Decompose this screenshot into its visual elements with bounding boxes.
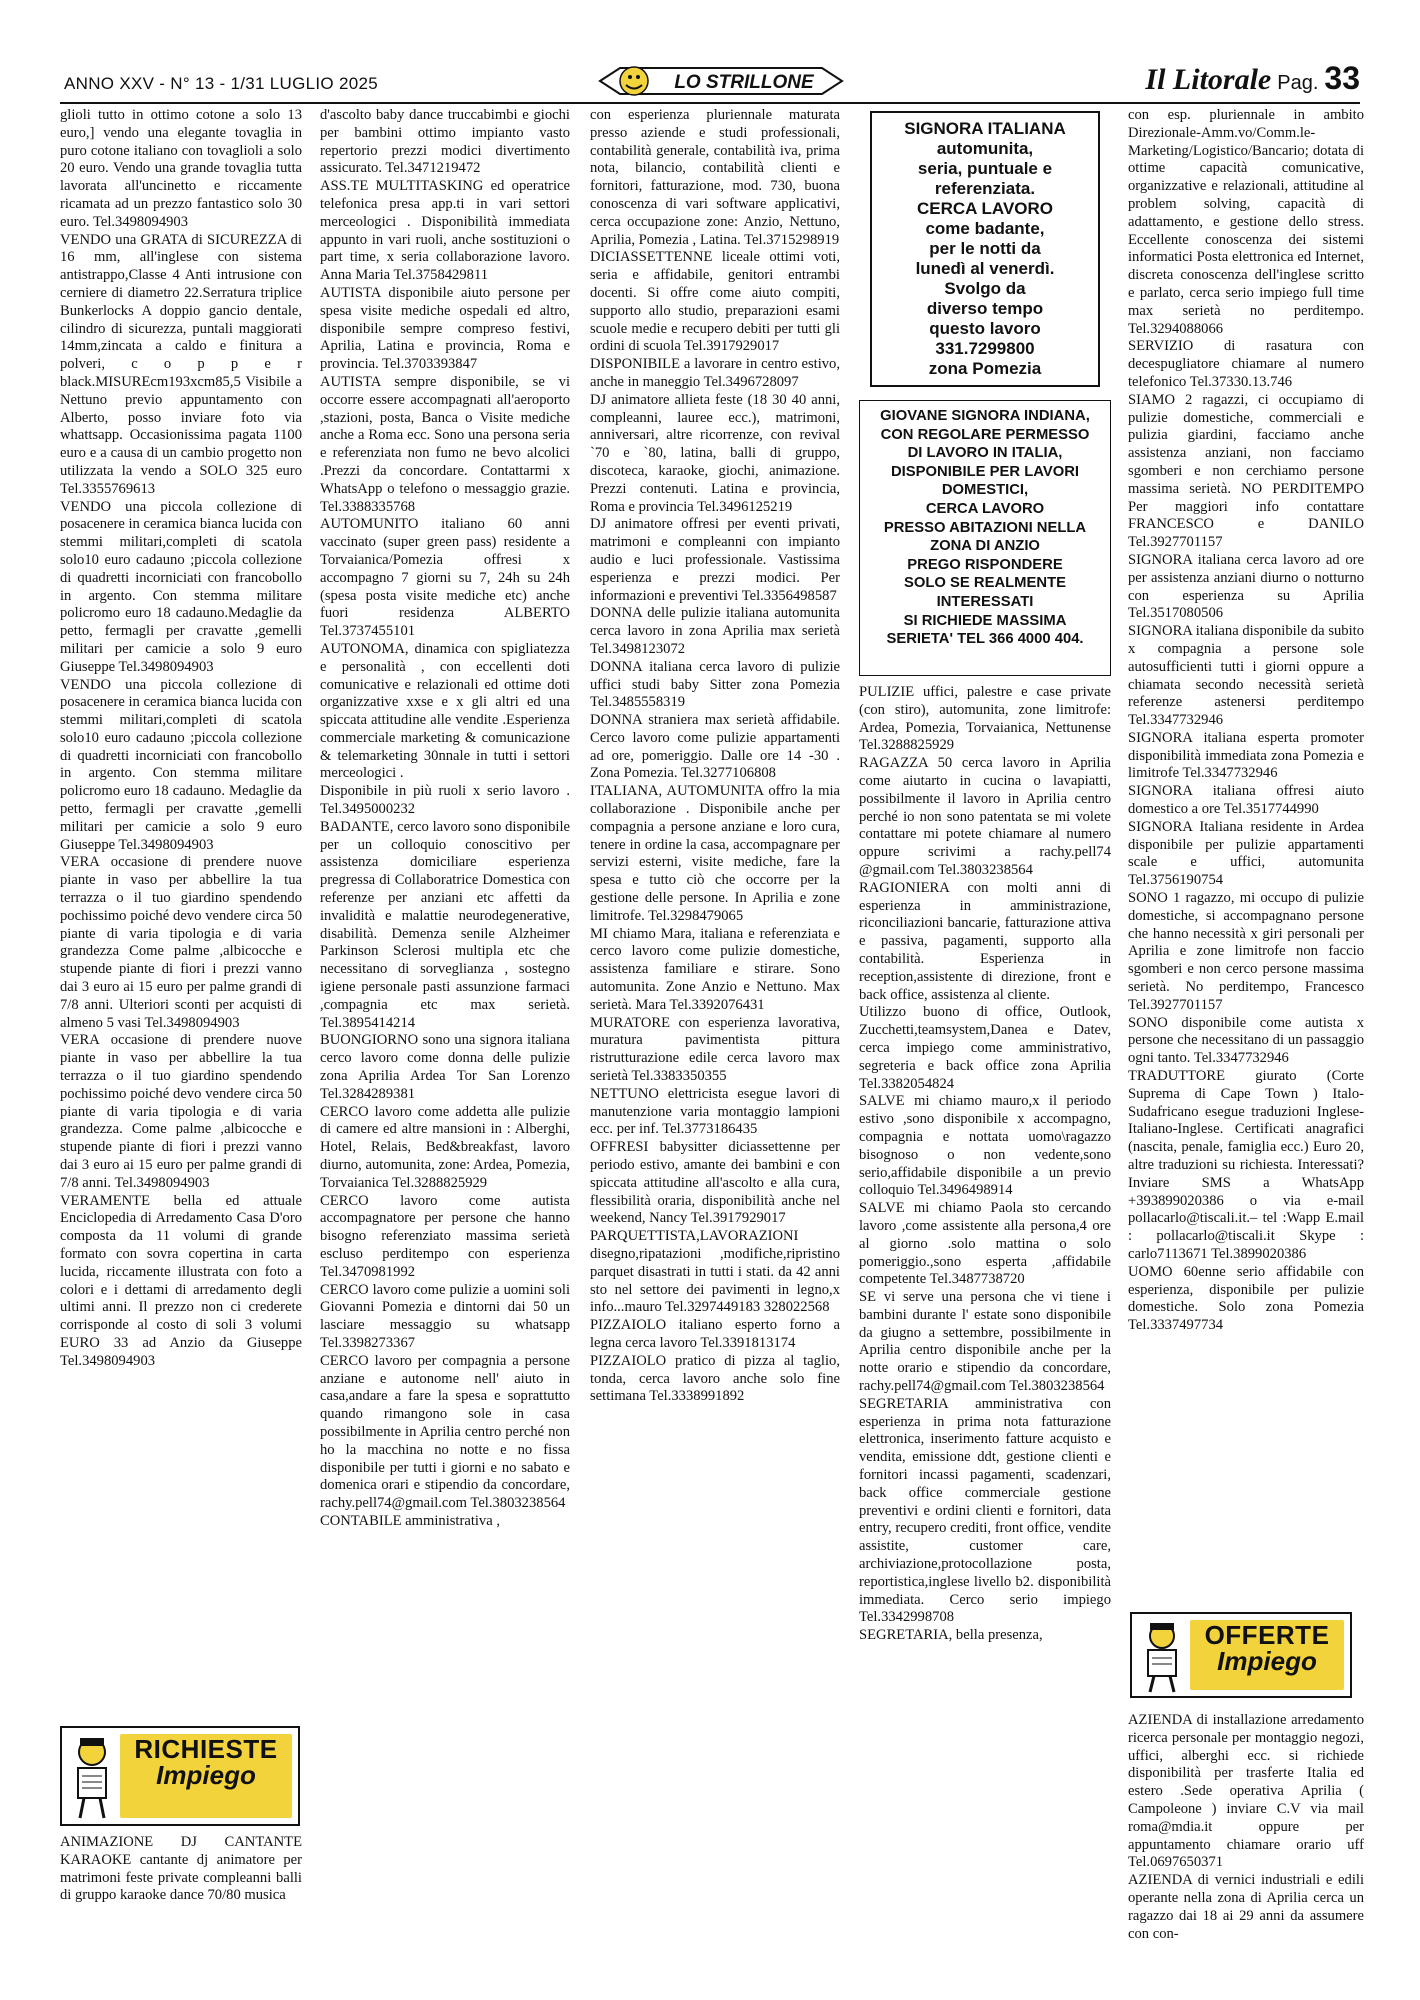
newsboy-icon — [66, 1734, 118, 1820]
classified-ad: VERAMENTE bella ed attuale Enciclopedia di Arredamento Casa D'oro composta da 11 volumi di grande formato con sovra copertina in carta lucida, riccamente illustrata con foto a colori e i dettami di arredamento degli ultimi anni. Il prezzo non ci crederete corrisponde al costo di soli 3 volumi EURO 33 ad Anzio da Giuseppe Tel.3498094903 — [60, 1192, 302, 1369]
box-line: automunita, — [936, 139, 1034, 158]
column-3 — [590, 107, 840, 1927]
classified-ad: SE vi serve una persona che vi tiene i bambini durante l' estate sono disponibile da giugno a settembre, possibilmente in Aprilia centro disponibile anche per la notte orario e stipendio da concordare, rachy.pell74@gmail.com Tel.3803238564 — [859, 1289, 1111, 1395]
publication-name: Il Litorale — [1145, 63, 1272, 96]
page-label: Pag. — [1277, 72, 1319, 94]
classified-ad: VERA occasione di prendere nuove piante in vaso per abbellire la tua terrazza o il tuo giardino spendendo pochissimo poiché devo vendere circa 50 piante di varia tipologia e di varia grandezza. Come palme ,albicocche e stupende piante di fiori i prezzi vanno dai 3 euro ai 15 euro per palme grandi di 7/8 anni. Tel.3498094903 — [60, 1032, 302, 1191]
classified-ad: SONO 1 ragazzo, mi occupo di pulizie domestiche, si accompagnano persone che hanno necessità x giri personali per Aprilia e zone limitrofe non faccio sgomberi e non cerco persone massima serietà. No perditempo, Francesco Tel.3927701157 — [1128, 890, 1364, 1013]
box-line: PREGO RISPONDERE — [907, 556, 1063, 573]
logo-text: LO STRILLONE — [674, 72, 814, 93]
column-1-bottom — [60, 1834, 302, 1924]
classified-ad: CERCO lavoro come autista accompagnatore per persone che hanno bisogno referenziato massima serietà escluso perditempo con esperienza Tel.3470981992 — [320, 1192, 570, 1280]
column-2 — [320, 107, 570, 1927]
box-line: PRESSO ABITAZIONI NELLA — [883, 519, 1087, 536]
box-line: INTERESSATI — [936, 593, 1034, 610]
classified-ad: BUONGIORNO sono una signora italiana cerco lavoro come donna delle pulizie zona Aprilia Ardea Tor San Lorenzo Tel.3284289381 — [320, 1032, 570, 1102]
header-rule — [60, 102, 1360, 104]
classified-ad: CERCO lavoro come pulizie a uomini soli Giovanni Pomezia e dintorni dai 50 un lasciare messaggio su whatsapp Tel.3398273367 — [320, 1281, 570, 1351]
classified-ad: DISPONIBILE a lavorare in centro estivo, anche in maneggio Tel.3496728097 — [590, 356, 840, 390]
box-line: DI LAVORO IN ITALIA, — [907, 445, 1063, 462]
box-line: SERIETA' TEL 366 4000 404. — [886, 631, 1084, 648]
classified-ad: DJ animatore offresi per eventi privati, matrimoni e compleanni con impianto audio e luci professionale. Vastissima esperienza e prezzi modici. Per informazioni e preventivi Tel.3356498587 — [590, 516, 840, 604]
classified-ad: RAGIONIERA con molti anni di esperienza in amministrazione, riconciliazioni bancarie, fatturazione attiva e passiva, pagamenti, supporto alla contabilità. Esperienza in reception,assistente di direzione, front e back office, assistenza al cliente. — [859, 879, 1111, 1003]
page-header — [60, 58, 1360, 102]
classified-ad: ANIMAZIONE DJ CANTANTE KARAOKE cantante dj animatore per matrimoni feste private compleanni balli di gruppo karaoke dance 70/80 musica — [60, 1834, 302, 1904]
classified-ad: SEGRETARIA amministrativa con esperienza in prima nota fatturazione elettronica, inserimento fatture acquisto e vendita, emissione ddt, gestione clienti e fornitori incassi pagamenti, scadenzari, back office commerciale gestione preventivi e ordini clienti e fornitori, data entry, recupero crediti, front office, vendite assistite, customer care, archiviazione,protocollazione posta, reportistica,inglese livello b2. disponibilità immediata. Cerco serio impiego Tel.3342998708 — [859, 1395, 1111, 1626]
classified-ad: AUTISTA sempre disponibile, se vi occorre essere accompagnati all'aeroporto ,stazioni, posta, Banca o Visite mediche anche a Roma ecc. Sono una persona seria e referenziata non fumo ne bevo alcolici .Prezzi da concordare. Contattarmi x WhatsApp o telefono o messaggio grazie. Tel.3388335768 — [320, 373, 570, 515]
column-5-bottom — [1128, 1712, 1364, 1942]
classified-ad: VENDO una piccola collezione di posacenere in ceramica bianca lucida con stemmi militari,completi di scatola solo10 euro cadauno ;piccola collezione di quadretti incorniciati con francobollo in argento. Con stemma militare policromo euro 18 cadauno. Medaglie da petto, fermagli per cravatte ,gemelli militari per camicie a solo 9 euro Giuseppe Tel.3498094903 — [60, 676, 302, 853]
classified-ad: SONO disponibile come autista x persone che necessitano di un passaggio ogni tanto. Tel.3347732946 — [1128, 1014, 1364, 1067]
badge-label: RICHIESTE Impiego — [120, 1734, 292, 1818]
signora-italiana-ad-box — [870, 111, 1100, 387]
box-line: seria, puntuale e — [917, 159, 1053, 178]
classified-ad: SIAMO 2 ragazzi, ci occupiamo di pulizie domestiche, commerciali e pulizia giardini, facciamo anche assistenza anziani, non facciamo sgomberi e non cerchiamo persone massima serietà. NO PERDITEMPO Per maggiori info contattare FRANCESCO e DANILO Tel.3927701157 — [1128, 391, 1364, 551]
page-number: 33 — [1324, 60, 1360, 96]
classified-ad: DONNA delle pulizie italiana automunita cerca lavoro in zona Aprilia max serietà Tel.3498123072 — [590, 605, 840, 657]
classified-ad: UOMO 60enne serio affidabile con esperienza, disponibile per pulizie domestiche. Solo zona Pomezia Tel.3337497734 — [1128, 1263, 1364, 1334]
richieste-impiego-badge — [60, 1726, 300, 1826]
box-line: 331.7299800 — [935, 339, 1035, 358]
classified-ad: BADANTE, cerco lavoro sono disponibile per un colloquio conoscitivo per assistenza domiciliare esperienza pregressa di Collaboratrice Domestica con referenze per anziani etc affetti da invalidità e malattie neurodegenerative, disabilità. Demenza senile Alzheimer Parkinson Sclerosi multipla etc che necessitano di sorveglianza , sostegno igiene personale pasti assunzione farmaci ,compagnia etc max serietà. Tel.3895414214 — [320, 818, 570, 1031]
column-5 — [1128, 107, 1364, 1607]
classified-ad: VERA occasione di prendere nuove piante in vaso per abbellire la tua terrazza o il tuo giardino spendendo pochissimo poiché devo vendere circa 50 piante di varia tipologia e di varia grandezza Come palme ,albicocche e stupende piante di fiori i prezzi vanno dai 3 euro ai 15 euro per palme grandi di 7/8 anni. Ulteriori sconti per acquisti di almeno 5 vasi Tel.3498094903 — [60, 854, 302, 1031]
classified-ad: d'ascolto baby dance truccabimbi e giochi per bambini ottimo impianto vasto repertorio prezzi modici divertimento assicurato. Tel.3471219472 — [320, 107, 570, 177]
box-line: diverso tempo — [926, 299, 1044, 318]
classified-ad: SIGNORA Italiana residente in Ardea disponibile per pulizie appartamenti scale e uffici, automunita Tel.3756190754 — [1128, 818, 1364, 889]
classified-ad: PARQUETTISTA,LAVORAZIONI disegno,ripatazioni ,modifiche,ripristino parquet disastrati in tutti i stati. da 42 anni sto nel settore dei pavimenti in legno,x info...mauro Tel.3297449183 328022568 — [590, 1228, 840, 1316]
classified-ad: PIZZAIOLO pratico di pizza al taglio, tonda, cerca lavoro anche solo fine settimana Tel.3338991892 — [590, 1352, 840, 1405]
box-line: come badante, — [925, 219, 1045, 238]
classified-ad: con esp. pluriennale in ambito Direzionale-Amm.vo/Comm.le-Marketing/Logistico/Bancario; dotata di ottime capacità comunicative, organizzative e relazionali, attitudine al problem solving, capacità di adattamento, e gestione dello stress. Eccellente conoscenza dei sistemi informatici Posta elettronica ed Internet, discreta conoscenza dell'inglese scritto e parlato, cerca serio impiego full time max serietà no perditempo. Tel.3294088066 — [1128, 107, 1364, 337]
box-line: per le notti da — [929, 239, 1041, 258]
classified-ad: MURATORE con esperienza lavorativa, muratura pavimentista pittura ristrutturazione edile cerca lavoro max serietà Tel.3383350355 — [590, 1014, 840, 1085]
classified-ad: SIGNORA italiana cerca lavoro ad ore per assistenza anziani diurno o notturno con esperienza su Aprilia Tel.3517080506 — [1128, 551, 1364, 622]
classified-ad: MI chiamo Mara, italiana e referenziata e cerco lavoro come pulizie domestiche, assistenza familiare e stirare. Sono automunita. Zone Anzio e Nettuno. Max serietà. Mara Tel.3392076431 — [590, 925, 840, 1013]
box-line: CON REGOLARE PERMESSO — [880, 426, 1090, 443]
classified-ad: NETTUNO elettricista esegue lavori di manutenzione varia montaggio lampioni ecc. per inf. Tel.3773186435 — [590, 1085, 840, 1138]
classified-ad: CONTABILE amministrativa , — [320, 1512, 501, 1529]
classified-ad: SALVE mi chiamo mauro,x il periodo estivo ,sono disponibile x accompagno, compagnia e nottata uomo\ragazzo bisognoso o non vedente,sono serio,affidabile disponibile a un previo colloquio Tel.3496498914 — [859, 1093, 1111, 1199]
newsboy-icon — [1136, 1620, 1188, 1694]
classified-ad: SEGRETARIA, bella presenza, — [859, 1627, 1043, 1644]
box-line: DOMESTICI, — [941, 482, 1029, 499]
classified-ad: SERVIZIO di rasatura con decespugliatore chiamare al numero telefonico Tel.37330.13.746 — [1128, 338, 1364, 390]
classified-ad: DONNA straniera max serietà affidabile. Cerco lavoro come pulizie appartamenti ad ore, pomeriggio. Dalle ore 14 -30 . Zona Pomezia. Tel.3277106808 — [590, 712, 840, 782]
classified-ad: AZIENDA di installazione arredamento ricerca personale per montaggio negozi, uffici, alberghi ecc. si richiede disponibilità per trasferte Italia ed estero .Sede operativa Aprilia ( Campoleone ) inviare C.V via mail roma@mdia.it oppure per appuntamento chiamare orario uff Tel.0697650371 — [1128, 1712, 1364, 1871]
issue-info: ANNO XXV - N° 13 - 1/31 LUGLIO 2025 — [64, 74, 378, 93]
classified-ad: SIGNORA italiana offresi aiuto domestico a ore Tel.3517744990 — [1128, 783, 1364, 818]
classified-ad: con esperienza pluriennale maturata presso aziende e studi professionali, contabilità generale, contabilità iva, prima nota, bilancio, contabilità clienti e fornitori, fatturazione, mod. 730, buona conoscenza di vari software applicativi, cerca occupazione zone: Anzio, Nettuno, Aprilia, Pomezia , Latina. Tel.3715298919 — [590, 107, 840, 248]
classified-ad: AZIENDA di vernici industriali e edili operante nella zona di Aprilia cerca un ragazzo dai 18 ai 29 anni da assumere con con- — [1128, 1872, 1364, 1942]
classified-ad: SIGNORA italiana esperta promoter disponibilità immediata zona Pomezia e limitrofe Tel.3347732946 — [1128, 729, 1364, 782]
classified-ad: DICIASSETTENNE liceale ottimi voti, seria e affidabile, genitori entrambi docenti. Si offre come aiuto compiti, supporto allo studio, preparazioni esami scuole medie e recupero debiti per tutti gli ordini di scuola Tel.3917929017 — [590, 249, 840, 355]
classified-ad: SALVE mi chiamo Paola sto cercando lavoro ,come assistente alla persona,4 ore al giorno .solo mattina o solo pomeriggio.,sono esperta ,affidabile competente Tel.3487738720 — [859, 1200, 1111, 1288]
box-line: CERCA LAVORO — [917, 199, 1053, 218]
box-line: DISPONIBILE PER LAVORI — [891, 463, 1079, 480]
classified-ad: CERCO lavoro come addetta alle pulizie di camere ed altre mansioni in : Alberghi, Hotel, Relais, Bed&breakfast, lavoro diurno, automunita, zone: Ardea, Pomezia, Torvaianica Tel.3288825929 — [320, 1103, 570, 1191]
strillone-logo — [596, 62, 846, 100]
box-line: referenziata. — [934, 179, 1036, 198]
box-line: questo lavoro — [929, 319, 1041, 338]
classified-ad: OFFRESI babysitter diciassettenne per periodo estivo, amante dei bambini e con spiccata attitudine all'ascolto e alla cura, flessibilità oraria, disponibilità anche nel weekend, Nancy Tel.3917929017 — [590, 1139, 840, 1227]
box-line: ZONA DI ANZIO — [930, 538, 1040, 555]
classified-ad: CERCO lavoro per compagnia a persone anziane e autonome nell' aiuto in casa,andare a fare la spesa e soprattutto quando rimangono sole in casa possibilmente in Aprilia centro perché non ho la macchina no notte e no fissa disponibile per tutti i giorni e no sabato e domenica orari e stipendio da concordare, rachy.pell74@gmail.com Tel.3803238564 — [320, 1352, 570, 1512]
box-line: lunedì al venerdì. — [915, 259, 1055, 278]
offerte-impiego-badge — [1130, 1612, 1352, 1698]
classified-ad: DJ animatore allieta feste (18 30 40 anni, compleanni, lauree ecc.), matrimoni, anniversari, altre ricorrenze, con revival `70 e `80, latina, balli di gruppo, discoteca, karaoke, giochi, animazione. Prezzi contenuti. Latina e provincia, Roma e provincia Tel.3496125219 — [590, 391, 840, 515]
box-line: GIOVANE SIGNORA INDIANA, — [880, 408, 1090, 424]
publication-block — [1145, 60, 1360, 97]
classified-ad: SIGNORA italiana disponibile da subito x compagnia a persone sole autosufficienti tutti i giorni oppure a chiamata secondo necessità serietà referenze astenersi perditempo Tel.3347732946 — [1128, 623, 1364, 729]
classified-ad: glioli tutto in ottimo cotone a solo 13 euro,] vendo una elegante tovaglia in puro cotone italiano con tovaglioli a solo 20 euro. Vendo una grande tovaglia tutta lavorata all'uncinetto e riccamente ricamata ad un prezzo fantastico solo 30 euro. Tel.3498094903 — [60, 107, 302, 230]
classified-ad: AUTOMUNITO italiano 60 anni vaccinato (super green pass) residente a Torvaianica/Pomezia offresi x accompagno 7 giorni su 7, 24h su 24h (spesa posta visite mediche etc) anche fuori residenza ALBERTO Tel.3737455101 — [320, 516, 570, 640]
box-line: Svolgo da — [944, 279, 1026, 298]
classified-ad: Utilizzo buono di office, Outlook, Zucchetti,teamsystem,Danea e Datev, cerca impiego come amministrativo, segreteria e back office zona Aprilia Tel.3382054824 — [859, 1004, 1111, 1092]
classified-ad: VENDO una piccola collezione di posacenere in ceramica bianca lucida con stemmi militari,completi di scatola solo10 euro cadauno ;piccola collezione di quadretti incorniciati con francobollo in argento. Con stemma militare policromo euro 18 cadauno.Medaglie da petto, fermagli per cravatte ,gemelli militari per camicie a solo 9 euro Giuseppe Tel.3498094903 — [60, 498, 302, 675]
box-line: SI RICHIEDE MASSIMA — [903, 612, 1067, 629]
classified-ad: DONNA italiana cerca lavoro di pulizie uffici studi baby Sitter zona Pomezia Tel.3485558319 — [590, 658, 840, 711]
classified-ad: AUTONOMA, dinamica con spigliatezza e personalità , con eccellenti doti comunicative e relazionali ed ottime doti organizzative xxse e x gli altri ed una spiccata attitudine alle vendite .Esperienza commerciale marketing & comunicazione & telemarketing 30nnale in tutti i settori merceologici . — [320, 640, 570, 782]
classified-ad: RAGAZZA 50 cerca lavoro in Aprilia come aiutarto in cucina o lavapiatti, possibilmente il lavoro in Aprilia centro perché io non sono patentata se mi volete contattare mi potete chiamare al numero oppure scrivimi a rachy.pell74 @gmail.com Tel.3803238564 — [859, 755, 1111, 878]
box-line: SOLO SE REALMENTE — [904, 575, 1066, 592]
classified-ad: TRADUTTORE giurato (Corte Suprema di Cape Town ) Italo-Sudafricano esegue traduzioni Inglese-Italiano-Inglese. Certificati anagrafici (nascita, penale, famiglia ecc.) Euro 20, altre traduzioni su richiesta. Interessati? Inviare SMS a WhatsApp +393899020386 o via e-mail pollacarlo@tiscali.it.– tel :Wapp E.mail : pollacarlo@tiscali.it Skype : carlo7113671 Tel.3899020386 — [1128, 1068, 1364, 1262]
badge-label: OFFERTE Impiego — [1190, 1620, 1344, 1690]
classified-ad: PIZZAIOLO italiano esperto forno a legna cerca lavoro Tel.3391813174 — [590, 1317, 840, 1351]
classified-ad: Disponibile in più ruoli x serio lavoro . Tel.3495000232 — [320, 783, 570, 818]
column-1 — [60, 107, 302, 1717]
classified-ad: ITALIANA, AUTOMUNITA offro la mia collaborazione . Disponibile anche per compagnia a persone anziane e loro cura, tenere in ordine la casa, accompagnare per servizi esterni, visite mediche, fare la spesa e tutto ciò che occorre per la gestione delle persone. In Aprilia e zone limitrofe. Tel.3298479065 — [590, 783, 840, 924]
box-line: CERCA LAVORO — [925, 500, 1045, 517]
classified-ad: ASS.TE MULTITASKING ed operatrice telefonica presa app.ti in vari settori merceologici . Disponibilità immediata appunto in vari ruoli, anche sostituzioni o part time, x seria collaborazione lavoro. Anna Maria Tel.3758429811 — [320, 178, 570, 284]
box-line: SIGNORA ITALIANA — [904, 119, 1066, 138]
classified-ad: AUTISTA disponibile aiuto persone per spesa visite mediche ospedali ed altro, disponibile sempre compreso festivi, Aprilia, Latina e provincia, Roma e provincia. Tel.3703393847 — [320, 284, 570, 373]
box-line: zona Pomezia — [928, 359, 1042, 378]
signora-indiana-ad-box — [859, 400, 1111, 676]
column-4 — [859, 684, 1111, 1928]
classified-ad: PULIZIE uffici, palestre e case private (con stiro), automunita, zone limitrofe: Ardea, Pomezia, Torvaianica, Nettunense Tel.3288825929 — [859, 684, 1111, 754]
classified-ad: VENDO una GRATA di SICUREZZA di 16 mm, all'inglese con sistema antistrappo,Classe 4 Anti intrusione con cerniere di diametro 22.Serratura triplice Bunkerlocks A doppio gancio dentale, cilindro di sicurezza, puntali maggiorati 14mm,zincata a caldo e finitura a polveri, c o p p e r black.MISUREcm193xcm85,5 Visibile a Nettuno previo appuntamento con Alberto, posso inviare foto via whattsapp. Occasionissima pagata 1100 euro e a causa di un cambio progetto non utilizzata la vendo a SOLO 325 euro Tel.3355769613 — [60, 231, 302, 497]
